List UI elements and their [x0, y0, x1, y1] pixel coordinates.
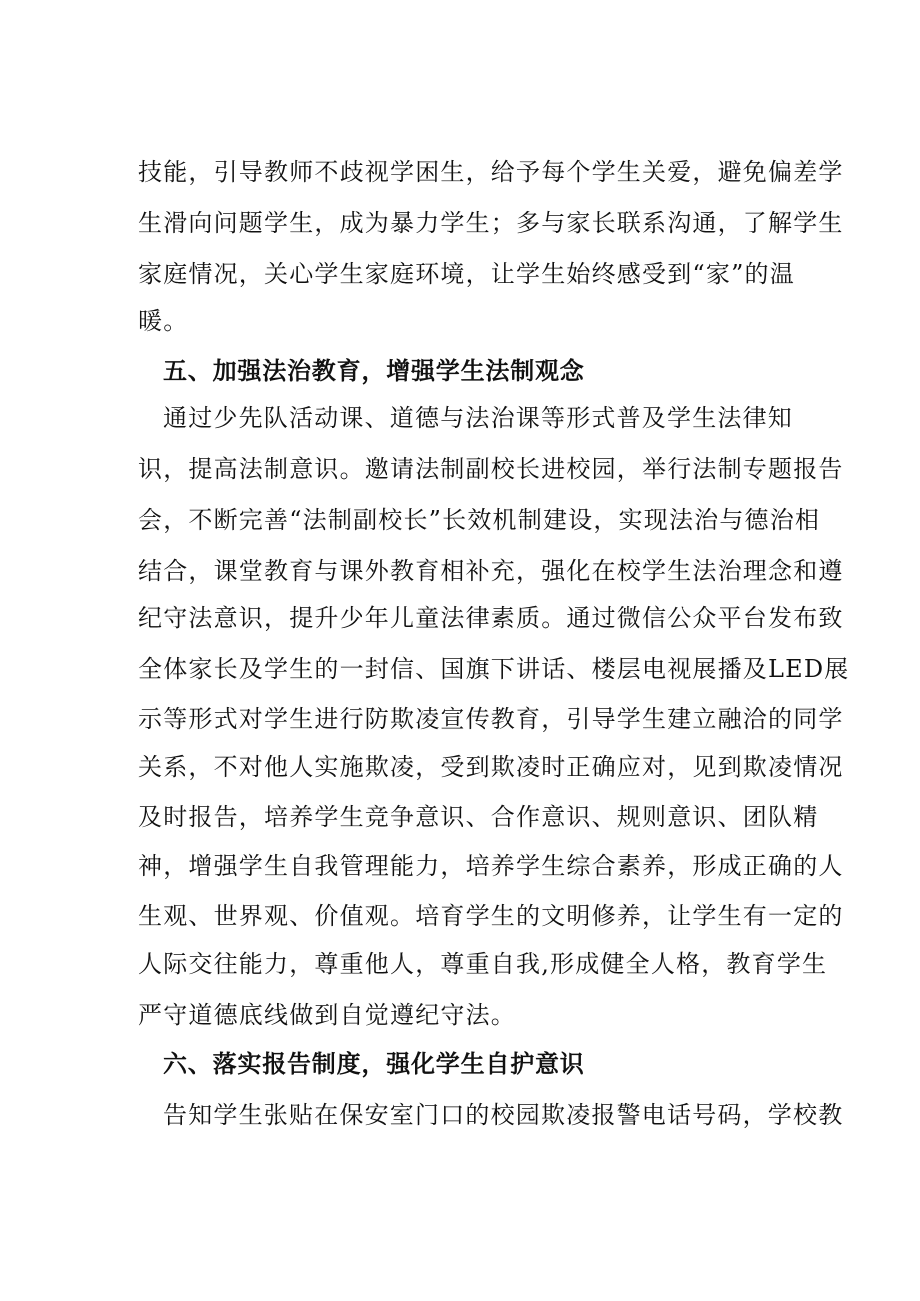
- paragraph-line: 严守道德底线做到自觉遵纪守法。: [138, 1001, 516, 1029]
- paragraph-line: 纪守法意识，提升少年儿童法律素质。通过微信公众平台发布致: [138, 604, 844, 632]
- paragraph-line: 及时报告，培养学生竞争意识、合作意识、规则意识、团队精: [138, 803, 819, 831]
- paragraph-line: 关系，不对他人实施欺凌，受到欺凌时正确应对，见到欺凌情况: [138, 753, 844, 781]
- paragraph-line: 示等形式对学生进行防欺凌宣传教育，引导学生建立融洽的同学: [138, 705, 844, 733]
- paragraph-line: 识，提高法制意识。邀请法制副校长进校园，举行法制专题报告: [138, 455, 844, 483]
- paragraph-line: 生滑向问题学生，成为暴力学生；多与家长联系沟通，了解学生: [138, 209, 844, 237]
- paragraph-line: 告知学生张贴在保安室门口的校园欺凌报警电话号码，学校教: [163, 1101, 844, 1129]
- paragraph-line: 神，增强学生自我管理能力，培养学生综合素养，形成正确的人: [138, 852, 844, 880]
- paragraph-line: 全体家长及学生的一封信、国旗下讲话、楼层电视展播及LED展: [138, 655, 850, 683]
- paragraph-line: 生观、世界观、价值观。培育学生的文明修养，让学生有一定的: [138, 902, 844, 930]
- paragraph-line: 技能，引导教师不歧视学困生，给予每个学生关爱，避免偏差学: [138, 158, 844, 186]
- paragraph-line: 结合，课堂教育与课外教育相补充，强化在校学生法治理念和遵: [138, 557, 844, 585]
- paragraph-line: 人际交往能力，尊重他人，尊重自我,形成健全人格，教育学生: [138, 950, 828, 978]
- section-heading-6: 六、落实报告制度，强化学生自护意识: [163, 1049, 585, 1078]
- paragraph-line: 暖。: [138, 307, 189, 335]
- paragraph-line: 会，不断完善“法制副校长”长效机制建设，实现法治与德治相: [138, 506, 821, 534]
- section-heading-5: 五、加强法治教育，增强学生法制观念: [163, 356, 585, 385]
- paragraph-line: 家庭情况，关心学生家庭环境，让学生始终感受到“家”的温: [138, 260, 795, 288]
- paragraph-line: 通过少先队活动课、道德与法治课等形式普及学生法律知: [163, 404, 793, 432]
